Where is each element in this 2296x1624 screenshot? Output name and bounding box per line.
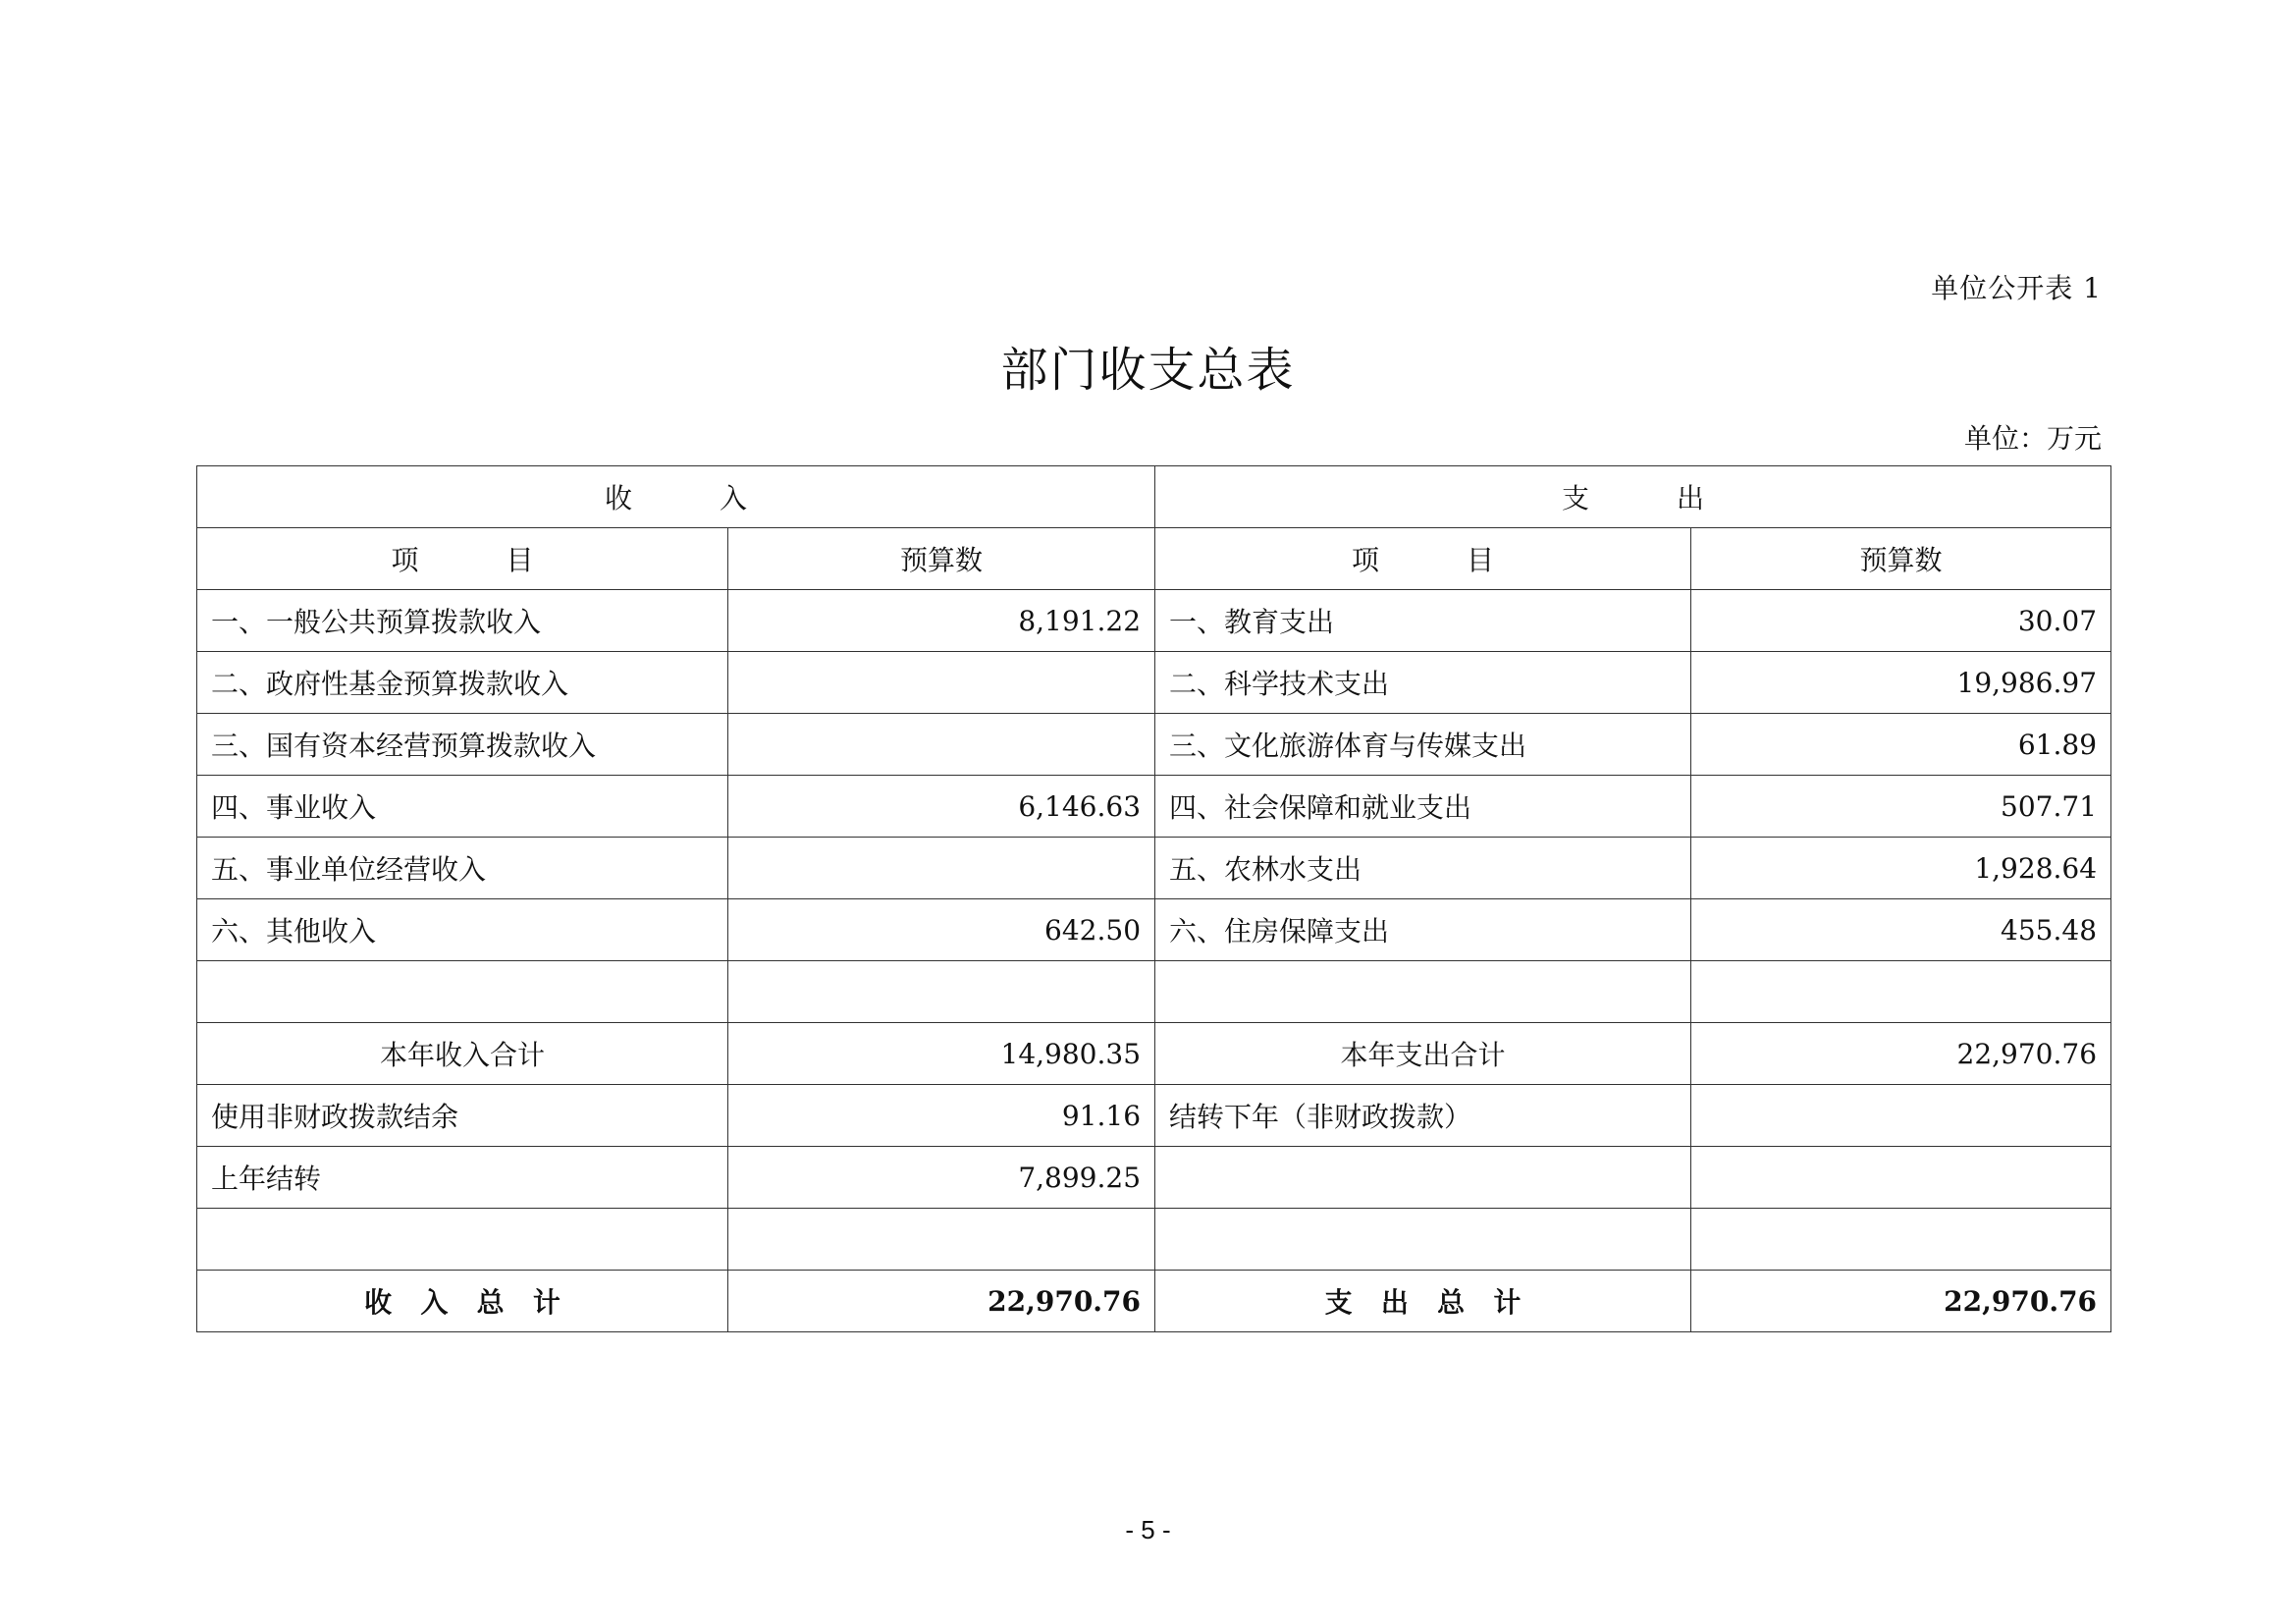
page-title: 部门收支总表 [1000, 343, 1296, 398]
table-row [197, 899, 2111, 961]
income-amount-cell: 6,146.63 [728, 776, 1155, 838]
expense-amount-cell: 455.48 [1691, 899, 2111, 961]
income-item-cell [197, 1209, 728, 1271]
income-expense-table [196, 465, 2111, 1332]
grand-total-row [197, 1271, 2111, 1332]
expense-item-cell [1155, 961, 1691, 1023]
expense-amount-cell: 1,928.64 [1691, 838, 2111, 899]
expense-item-cell: 六、住房保障支出 [1155, 899, 1691, 961]
income-item-cell: 三、国有资本经营预算拨款收入 [197, 714, 728, 776]
income-amount-cell [728, 961, 1155, 1023]
unit-label: 单位：万元 [1963, 422, 2102, 455]
table-row [197, 590, 2111, 652]
income-amount-cell [728, 652, 1155, 714]
expense-item-cell: 结转下年（非财政拨款） [1155, 1085, 1691, 1147]
expense-item-cell: 五、农林水支出 [1155, 838, 1691, 899]
expense-amount-cell [1691, 1147, 2111, 1209]
income-section-header: 收 入 [197, 466, 1155, 528]
income-item-cell: 四、事业收入 [197, 776, 728, 838]
year-total-row [197, 1023, 2111, 1085]
table-row [197, 652, 2111, 714]
income-item-cell: 五、事业单位经营收入 [197, 838, 728, 899]
income-amount-cell: 8,191.22 [728, 590, 1155, 652]
year-income-total-amount: 14,980.35 [728, 1023, 1155, 1085]
income-item-cell [197, 961, 728, 1023]
expense-amount-cell: 507.71 [1691, 776, 2111, 838]
table-row [197, 961, 2111, 1023]
expense-section-header: 支 出 [1155, 466, 2111, 528]
income-item-cell: 一、一般公共预算拨款收入 [197, 590, 728, 652]
expense-item-cell: 一、教育支出 [1155, 590, 1691, 652]
expense-amount-cell: 30.07 [1691, 590, 2111, 652]
income-amount-cell [728, 1209, 1155, 1271]
income-item-header: 项 目 [197, 528, 728, 590]
income-amount-cell: 642.50 [728, 899, 1155, 961]
expense-item-cell: 二、科学技术支出 [1155, 652, 1691, 714]
expense-amount-cell [1691, 1209, 2111, 1271]
grand-expense-total-amount: 22,970.76 [1691, 1271, 2111, 1332]
grand-income-total-amount: 22,970.76 [728, 1271, 1155, 1332]
income-item-cell: 六、其他收入 [197, 899, 728, 961]
income-amount-header: 预算数 [728, 528, 1155, 590]
expense-item-cell: 四、社会保障和就业支出 [1155, 776, 1691, 838]
year-expense-total-label: 本年支出合计 [1155, 1023, 1691, 1085]
income-amount-cell [728, 838, 1155, 899]
column-header-row [197, 528, 2111, 590]
expense-item-cell: 三、文化旅游体育与传媒支出 [1155, 714, 1691, 776]
expense-item-cell [1155, 1209, 1691, 1271]
year-expense-total-amount: 22,970.76 [1691, 1023, 2111, 1085]
table-number-label: 单位公开表 1 [1931, 272, 2102, 304]
expense-amount-cell [1691, 961, 2111, 1023]
table-row [197, 838, 2111, 899]
expense-amount-cell [1691, 1085, 2111, 1147]
year-income-total-label: 本年收入合计 [197, 1023, 728, 1085]
section-header-row [197, 466, 2111, 528]
table-row [197, 776, 2111, 838]
income-amount-cell: 7,899.25 [728, 1147, 1155, 1209]
income-amount-cell: 91.16 [728, 1085, 1155, 1147]
income-item-cell: 二、政府性基金预算拨款收入 [197, 652, 728, 714]
expense-amount-cell: 61.89 [1691, 714, 2111, 776]
table-row [197, 714, 2111, 776]
expense-amount-header: 预算数 [1691, 528, 2111, 590]
table-row [197, 1085, 2111, 1147]
expense-item-header: 项 目 [1155, 528, 1691, 590]
income-amount-cell [728, 714, 1155, 776]
grand-income-total-label: 收 入 总 计 [197, 1271, 728, 1332]
expense-item-cell [1155, 1147, 1691, 1209]
income-item-cell: 使用非财政拨款结余 [197, 1085, 728, 1147]
table-row [197, 1209, 2111, 1271]
grand-expense-total-label: 支 出 总 计 [1155, 1271, 1691, 1332]
expense-amount-cell: 19,986.97 [1691, 652, 2111, 714]
income-item-cell: 上年结转 [197, 1147, 728, 1209]
page-number: - 5 - [1125, 1515, 1171, 1544]
table-row [197, 1147, 2111, 1209]
